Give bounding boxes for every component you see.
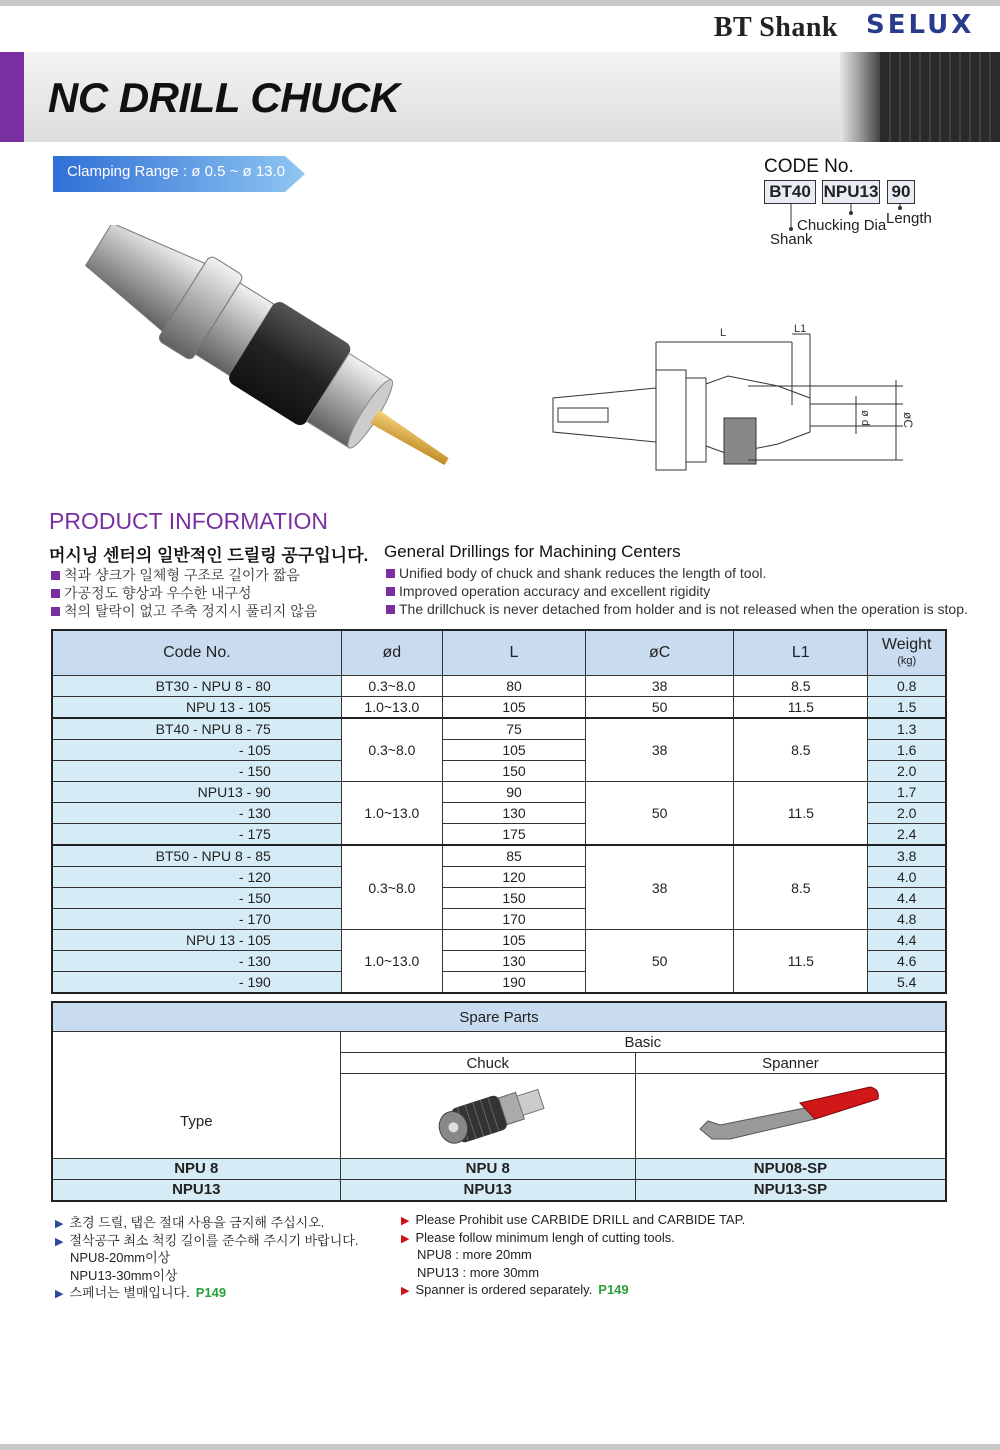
spare-type-cell: NPU 8 (52, 1159, 340, 1180)
triangle-bullet-icon: ▶ (55, 1288, 64, 1300)
series-title: BT Shank (713, 12, 838, 43)
weight-cell: 1.5 (868, 697, 946, 719)
clamping-range-label: Clamping Range : ø 0.5 ~ ø 13.0 (67, 163, 286, 180)
product-info-en-heading: General Drillings for Machining Centers (384, 542, 681, 561)
code-cell: - 130 (52, 951, 341, 972)
chuck-product-photo (60, 225, 480, 505)
code-cell: BT30 - NPU 8 - 80 (52, 676, 341, 697)
weight-cell: 4.6 (868, 951, 946, 972)
spare-spanner-cell: NPU08-SP (635, 1159, 946, 1180)
bullet-icon (51, 607, 60, 616)
page-ref-link[interactable]: P149 (195, 1285, 227, 1300)
L-cell: 75 (442, 718, 585, 740)
C-cell: 50 (586, 782, 734, 846)
code-cell: - 150 (52, 761, 341, 782)
L-cell: 150 (442, 888, 585, 909)
code-cell: NPU13 - 90 (52, 782, 341, 803)
bullet-icon (386, 605, 395, 614)
d-cell: 1.0~13.0 (341, 697, 442, 719)
bullet-icon (51, 571, 60, 580)
triangle-bullet-icon: ▶ (401, 1285, 410, 1297)
table-row (52, 845, 946, 867)
spec-table (51, 629, 947, 994)
L1-cell: 11.5 (734, 930, 868, 994)
L-cell: 105 (442, 740, 585, 761)
C-cell: 50 (586, 697, 734, 719)
weight-cell: 1.7 (868, 782, 946, 803)
code-no-title: CODE No. (764, 156, 854, 177)
technical-drawing (548, 320, 928, 480)
code-cell: - 170 (52, 909, 341, 930)
note-en: ▶ Please Prohibit use CARBIDE DRILL and CARBIDE TAP. (401, 1212, 746, 1227)
table-row (52, 697, 946, 719)
kr-bullet: 척의 탈락이 없고 주축 정지시 풀리지 않음 (51, 601, 317, 621)
header-L1: L1 (734, 630, 868, 676)
note-kr: ▶ 절삭공구 최소 척킹 길이를 준수해 주시기 바랍니다. (55, 1233, 359, 1248)
triangle-bullet-icon: ▶ (401, 1215, 410, 1227)
note-en-sub: NPU13 : more 30mm (417, 1265, 540, 1280)
code-cell: - 130 (52, 803, 341, 824)
L-cell: 80 (442, 676, 585, 697)
top-rule (0, 0, 1000, 6)
banner-accent (0, 52, 24, 142)
L-cell: 120 (442, 867, 585, 888)
L-cell: 105 (442, 930, 585, 951)
drawing-label-C: øC (901, 412, 915, 428)
L-cell: 85 (442, 845, 585, 867)
note-en-sub: NPU8 : more 20mm (417, 1247, 532, 1262)
L1-cell: 11.5 (734, 782, 868, 846)
code-shank-box: BT40 (764, 180, 816, 204)
d-cell: 0.3~8.0 (341, 676, 442, 697)
bullet-icon (51, 589, 60, 598)
note-kr-sub: NPU8-20mm이상 (70, 1250, 171, 1265)
code-chucking-box: NPU13 (822, 180, 880, 204)
kr-bullet: 척과 샹크가 일체형 구조로 길이가 짧음 (51, 565, 300, 585)
code-cell: - 120 (52, 867, 341, 888)
code-cell: - 175 (52, 824, 341, 846)
spec-header-row (52, 630, 946, 676)
L-cell: 190 (442, 972, 585, 994)
note-kr-sub: NPU13-30mm이상 (70, 1268, 178, 1283)
weight-cell: 5.4 (868, 972, 946, 994)
note-kr: ▶ 초경 드릴, 탭은 절대 사용을 금지해 주십시오. (55, 1215, 325, 1230)
bullet-icon (386, 587, 395, 596)
en-bullet: The drillchuck is never detached from holder and is not released when the operation is stop. (386, 601, 968, 617)
weight-cell: 2.0 (868, 761, 946, 782)
spare-spanner-label: Spanner (635, 1053, 946, 1074)
code-cell: NPU 13 - 105 (52, 930, 341, 951)
L1-cell: 11.5 (734, 697, 868, 719)
L1-cell: 8.5 (734, 845, 868, 930)
triangle-bullet-icon: ▶ (55, 1236, 64, 1248)
weight-cell: 3.8 (868, 845, 946, 867)
spare-spanner-image-cell (635, 1074, 946, 1159)
code-length-box: 90 (887, 180, 915, 204)
header-weight: Weight (kg) (868, 630, 946, 676)
spare-chuck-cell: NPU13 (340, 1180, 635, 1202)
spanner-image (690, 1079, 890, 1149)
chuck-image (423, 1076, 553, 1152)
code-cell: - 150 (52, 888, 341, 909)
L-cell: 90 (442, 782, 585, 803)
table-row (52, 782, 946, 803)
weight-cell: 4.8 (868, 909, 946, 930)
C-cell: 38 (586, 845, 734, 930)
code-cell: NPU 13 - 105 (52, 697, 341, 719)
code-cell: BT40 - NPU 8 - 75 (52, 718, 341, 740)
table-row (52, 930, 946, 951)
code-cell: - 105 (52, 740, 341, 761)
code-cell: - 190 (52, 972, 341, 994)
spare-chuck-label: Chuck (340, 1053, 635, 1074)
chuck-banner-image (820, 52, 1000, 142)
en-bullet: Unified body of chuck and shank reduces the length of tool. (386, 565, 766, 581)
bullet-icon (386, 569, 395, 578)
weight-cell: 0.8 (868, 676, 946, 697)
code-label-shank: Shank (770, 231, 813, 248)
d-cell: 0.3~8.0 (341, 845, 442, 930)
table-row (52, 676, 946, 697)
bottom-rule (0, 1444, 1000, 1450)
d-cell: 0.3~8.0 (341, 718, 442, 782)
weight-cell: 2.0 (868, 803, 946, 824)
d-cell: 1.0~13.0 (341, 782, 442, 846)
weight-cell: 4.4 (868, 888, 946, 909)
triangle-bullet-icon: ▶ (55, 1218, 64, 1230)
spare-type-label: Type (52, 1032, 340, 1159)
note-en: ▶ Spanner is ordered separately. P149 (401, 1282, 629, 1297)
spare-parts-title: Spare Parts (52, 1002, 946, 1032)
C-cell: 38 (586, 718, 734, 782)
spare-parts-table (51, 1001, 947, 1202)
kr-bullet: 가공정도 향상과 우수한 내구성 (51, 583, 251, 603)
C-cell: 50 (586, 930, 734, 994)
L-cell: 130 (442, 803, 585, 824)
C-cell: 38 (586, 676, 734, 697)
spare-basic-label: Basic (340, 1032, 946, 1053)
weight-cell: 1.3 (868, 718, 946, 740)
L1-cell: 8.5 (734, 676, 868, 697)
L-cell: 105 (442, 697, 585, 719)
L-cell: 130 (442, 951, 585, 972)
weight-cell: 2.4 (868, 824, 946, 846)
product-info-title: PRODUCT INFORMATION (49, 508, 328, 534)
drawing-label-d: ø d (859, 410, 871, 426)
header-C: øC (586, 630, 734, 676)
d-cell: 1.0~13.0 (341, 930, 442, 994)
weight-cell: 4.0 (868, 867, 946, 888)
triangle-bullet-icon: ▶ (401, 1233, 410, 1245)
header-code-no: Code No. (52, 630, 341, 676)
code-cell: BT50 - NPU 8 - 85 (52, 845, 341, 867)
page-ref-link[interactable]: P149 (598, 1282, 629, 1297)
drawing-label-L: L (720, 327, 727, 339)
L-cell: 170 (442, 909, 585, 930)
note-kr: ▶ 스페너는 별매입니다. P149 (55, 1285, 227, 1300)
L1-cell: 8.5 (734, 718, 868, 782)
spare-chuck-cell: NPU 8 (340, 1159, 635, 1180)
code-label-chucking: Chucking Dia (797, 217, 887, 234)
header-L: L (442, 630, 585, 676)
drawing-label-L1: L1 (794, 323, 807, 335)
note-en: ▶ Please follow minimum lengh of cutting tools. (401, 1230, 675, 1245)
L-cell: 150 (442, 761, 585, 782)
table-row (52, 718, 946, 740)
weight-cell: 1.6 (868, 740, 946, 761)
header-d: ød (341, 630, 442, 676)
weight-cell: 4.4 (868, 930, 946, 951)
page-title: NC DRILL CHUCK (48, 74, 400, 121)
spare-chuck-image-cell (340, 1074, 635, 1159)
brand-logo: SELUX (866, 10, 975, 40)
code-label-length: Length (886, 210, 932, 227)
en-bullet: Improved operation accuracy and excellent rigidity (386, 583, 710, 599)
spare-spanner-cell: NPU13-SP (635, 1180, 946, 1202)
spare-type-cell: NPU13 (52, 1180, 340, 1202)
product-info-kr-heading: 머시닝 센터의 일반적인 드릴링 공구입니다. (49, 546, 369, 565)
L-cell: 175 (442, 824, 585, 846)
